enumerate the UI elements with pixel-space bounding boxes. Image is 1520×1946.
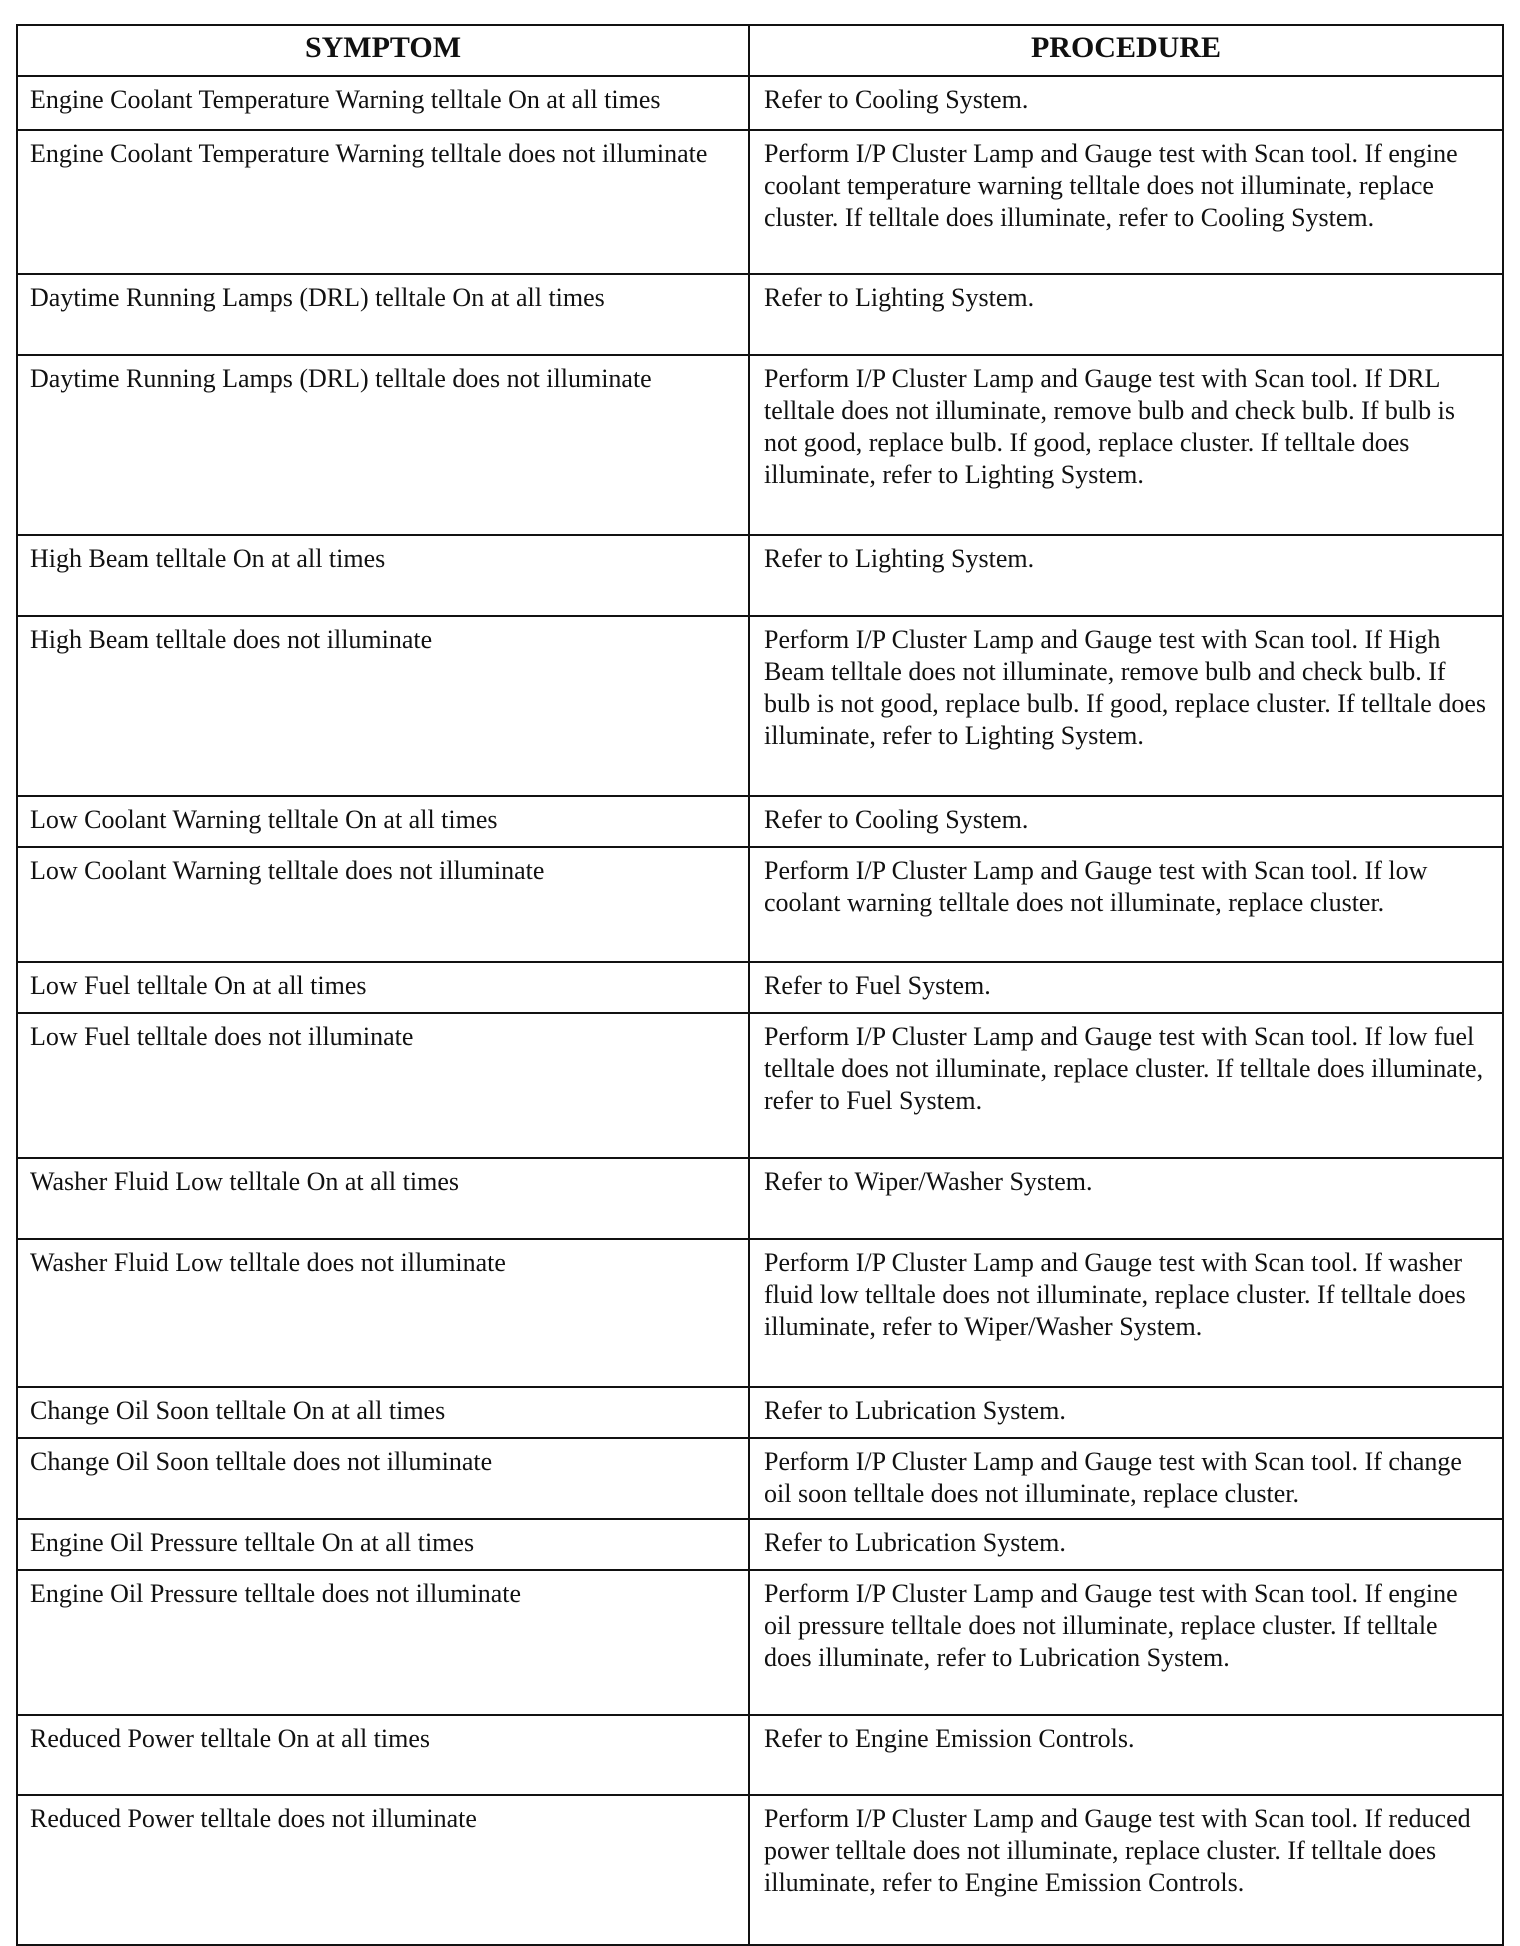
symptom-cell: High Beam telltale On at all times (17, 535, 749, 616)
table-row (17, 1239, 1503, 1387)
procedure-cell: Perform I/P Cluster Lamp and Gauge test with Scan tool. If washer fluid low telltale does not illuminate, replace cluster. If telltale does illuminate, refer to Wiper/Washer System. (749, 1239, 1503, 1387)
table-row (17, 1715, 1503, 1795)
table-row (17, 1519, 1503, 1570)
symptom-cell: Daytime Running Lamps (DRL) telltale does not illuminate (17, 355, 749, 535)
table-row (17, 1438, 1503, 1519)
symptom-cell: Engine Coolant Temperature Warning telltale does not illuminate (17, 130, 749, 274)
symptom-procedure-table (16, 24, 1504, 1946)
table-row (17, 847, 1503, 962)
procedure-cell: Refer to Cooling System. (749, 796, 1503, 847)
table-row (17, 1158, 1503, 1239)
symptom-cell: Engine Coolant Temperature Warning telltale On at all times (17, 76, 749, 130)
procedure-cell: Perform I/P Cluster Lamp and Gauge test with Scan tool. If low coolant warning telltale does not illuminate, replace cluster. (749, 847, 1503, 962)
symptom-cell: Low Fuel telltale On at all times (17, 962, 749, 1013)
symptom-cell: Change Oil Soon telltale does not illuminate (17, 1438, 749, 1519)
procedure-cell: Perform I/P Cluster Lamp and Gauge test with Scan tool. If engine oil pressure telltale does not illuminate, replace cluster. If telltale does illuminate, refer to Lubrication System. (749, 1570, 1503, 1715)
procedure-cell: Refer to Engine Emission Controls. (749, 1715, 1503, 1795)
table-row (17, 1387, 1503, 1438)
symptom-cell: Low Coolant Warning telltale On at all times (17, 796, 749, 847)
symptom-cell: Washer Fluid Low telltale On at all times (17, 1158, 749, 1239)
table-row (17, 1570, 1503, 1715)
symptom-cell: Change Oil Soon telltale On at all times (17, 1387, 749, 1438)
symptom-cell: Low Fuel telltale does not illuminate (17, 1013, 749, 1158)
table-row (17, 1795, 1503, 1945)
procedure-cell: Perform I/P Cluster Lamp and Gauge test with Scan tool. If High Beam telltale does not illuminate, remove bulb and check bulb. If bulb is not good, replace bulb. If good, replace cluster. If telltale does illuminate, refer to Lighting System. (749, 616, 1503, 796)
symptom-cell: High Beam telltale does not illuminate (17, 616, 749, 796)
procedure-cell: Refer to Lubrication System. (749, 1387, 1503, 1438)
procedure-cell: Perform I/P Cluster Lamp and Gauge test with Scan tool. If change oil soon telltale does not illuminate, replace cluster. (749, 1438, 1503, 1519)
symptom-cell: Daytime Running Lamps (DRL) telltale On at all times (17, 274, 749, 355)
procedure-cell: Perform I/P Cluster Lamp and Gauge test with Scan tool. If engine coolant temperature warning telltale does not illuminate, replace cluster. If telltale does illuminate, refer to Cooling System. (749, 130, 1503, 274)
symptom-column-header: SYMPTOM (17, 25, 749, 76)
table-row (17, 76, 1503, 130)
symptom-cell: Reduced Power telltale On at all times (17, 1715, 749, 1795)
table-row (17, 796, 1503, 847)
table-row (17, 1013, 1503, 1158)
symptom-cell: Reduced Power telltale does not illuminate (17, 1795, 749, 1945)
procedure-cell: Refer to Wiper/Washer System. (749, 1158, 1503, 1239)
procedure-cell: Refer to Lighting System. (749, 535, 1503, 616)
procedure-cell: Refer to Lighting System. (749, 274, 1503, 355)
procedure-cell: Refer to Fuel System. (749, 962, 1503, 1013)
table-row (17, 616, 1503, 796)
table-row (17, 274, 1503, 355)
symptom-cell: Engine Oil Pressure telltale On at all times (17, 1519, 749, 1570)
table-row (17, 962, 1503, 1013)
table-row (17, 355, 1503, 535)
symptom-cell: Engine Oil Pressure telltale does not illuminate (17, 1570, 749, 1715)
table-header-row (17, 25, 1503, 76)
procedure-cell: Refer to Lubrication System. (749, 1519, 1503, 1570)
symptom-cell: Low Coolant Warning telltale does not illuminate (17, 847, 749, 962)
table-row (17, 130, 1503, 274)
document-page (16, 24, 1502, 1946)
procedure-cell: Refer to Cooling System. (749, 76, 1503, 130)
table-row (17, 535, 1503, 616)
procedure-column-header: PROCEDURE (749, 25, 1503, 76)
symptom-cell: Washer Fluid Low telltale does not illuminate (17, 1239, 749, 1387)
procedure-cell: Perform I/P Cluster Lamp and Gauge test with Scan tool. If low fuel telltale does not illuminate, replace cluster. If telltale does illuminate, refer to Fuel System. (749, 1013, 1503, 1158)
procedure-cell: Perform I/P Cluster Lamp and Gauge test with Scan tool. If DRL telltale does not illuminate, remove bulb and check bulb. If bulb is not good, replace bulb. If good, replace cluster. If telltale does illuminate, refer to Lighting System. (749, 355, 1503, 535)
procedure-cell: Perform I/P Cluster Lamp and Gauge test with Scan tool. If reduced power telltale does not illuminate, replace cluster. If telltale does illuminate, refer to Engine Emission Controls. (749, 1795, 1503, 1945)
